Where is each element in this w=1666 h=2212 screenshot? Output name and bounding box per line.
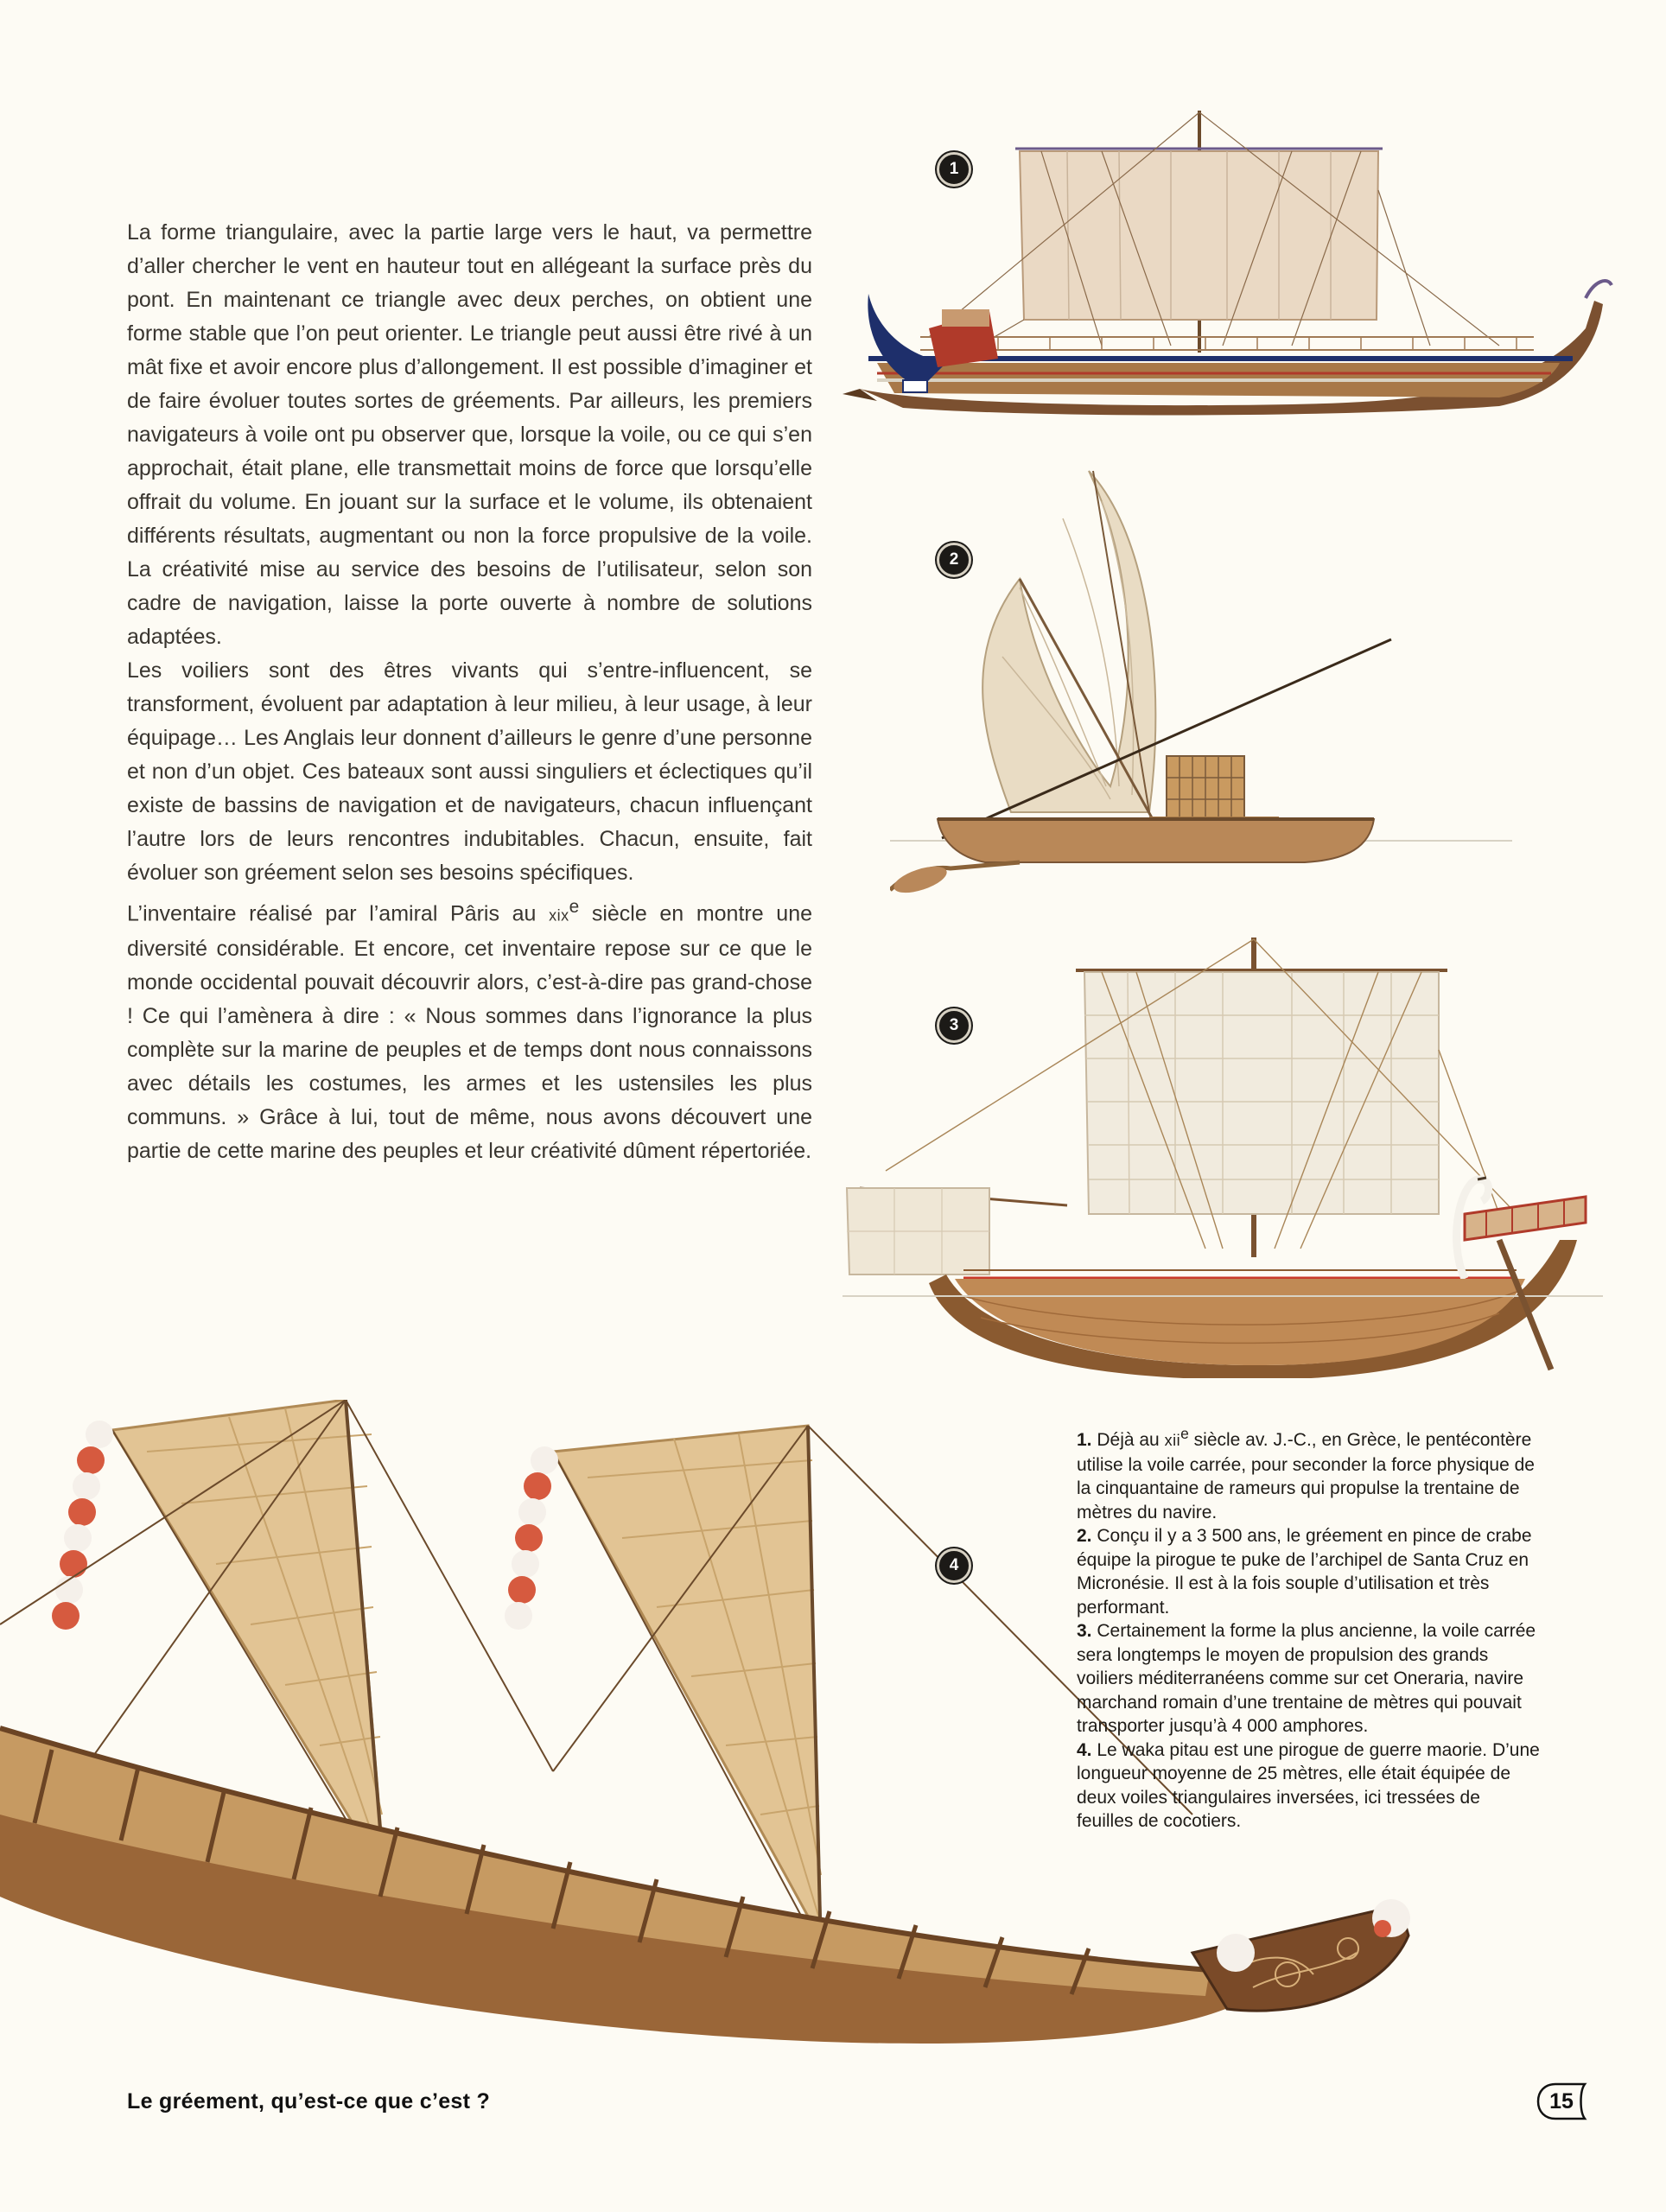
caption-4	[1077, 1738, 1540, 1834]
caption-1-superscript: e	[1180, 1425, 1189, 1442]
century-superscript: e	[569, 897, 580, 917]
caption-3-number: 3.	[1077, 1621, 1092, 1641]
paragraph-1: La forme triangulaire, avec la partie large vers le haut, va permettre d’aller chercher le vent en hauteur tout en allégeant la surface près du pont. En maintenant ce triangle avec deux perches, on obtient une forme stable que l’on peut orienter. Le triangle peut aussi être rivé à un mât fixe et avoir encore plus d’allongement. Il est possible d’imaginer et de faire évoluer toutes sortes de gréements. Par ailleurs, les premiers navigateurs à voile ont pu observer que, lorsque la voile, ou ce qui s’en approchait, était plane, elle transmettait moins de force que lorsqu’elle offrait du volume. En jouant sur la surface et le volume, ils obtenaient différents résultats, augmentant ou non la force propulsive de la voile. La créativité mise au service des besoins de l’utilisateur, selon son cadre de navigation, laisse la porte ouverte à nombre de solutions adaptées.	[127, 220, 812, 649]
caption-1-end: siècle av. J.-C., en Grèce, le pentécontère utilise la voile carrée, pour seconder la force physique de la cinquantaine de rameurs qui propulse la trentaine de mètres du navire.	[1077, 1430, 1535, 1522]
caption-2	[1077, 1524, 1540, 1619]
caption-2-number: 2.	[1077, 1526, 1092, 1546]
caption-4-text: Le waka pitau est une pirogue de guerre maorie. D’une longueur moyenne de 25 mètres, elle était équipée de deux voiles triangulaires inversées, ici tressées de feuilles de cocotiers.	[1077, 1739, 1540, 1831]
page-number	[1536, 2082, 1588, 2120]
marker-1: 1	[937, 152, 971, 187]
caption-1-start: Déjà au	[1091, 1430, 1165, 1450]
paragraph-2: Les voiliers sont des êtres vivants qui s’entre-influencent, se transforment, évoluent par adaptation à leur milieu, à leur usage, à leur équipage… Les Anglais leur donnent d’ailleurs le genre d’une personne et non d’un objet. Ces bateaux sont aussi singuliers et éclectiques qu’il existe de bassins de navigation et de navigateurs, chacun influençant l’autre lors de leurs rencontres indubitables. Chacun, ensuite, fait évoluer son gréement selon ses besoins spécifiques.	[127, 658, 812, 885]
marker-2: 2	[937, 543, 971, 577]
caption-1	[1077, 1422, 1540, 1524]
caption-2-text: Conçu il y a 3 500 ans, le gréement en pince de crabe équipe la pirogue te puke de l’archipel de Santa Cruz en Micronésie. Il est à la fois souple d’utilisation et très performant.	[1077, 1526, 1532, 1618]
page-number-value: 15	[1549, 2088, 1574, 2113]
caption-1-number: 1.	[1077, 1430, 1092, 1450]
marker-4: 4	[937, 1548, 971, 1583]
ship-illustration-2	[890, 467, 1512, 907]
caption	[1077, 1422, 1540, 1834]
caption-3-text: Certainement la forme la plus ancienne, la voile carrée sera longtemps le moyen de propulsion des grands voiliers méditerranéens comme sur cet Oneraria, navire marchand romain d’une trentaine de mètres qui pouvait transporter jusqu’à 4 000 amphores.	[1077, 1621, 1536, 1736]
marker-3: 3	[937, 1008, 971, 1043]
paragraph-3-start: L’inventaire réalisé par l’amiral Pâris au	[127, 901, 550, 926]
footer-title: Le gréement, qu’est-ce que c’est ?	[127, 2089, 491, 2113]
caption-3	[1077, 1619, 1540, 1738]
ship-illustration-3	[843, 929, 1603, 1378]
paragraph-3-end: siècle en montre une diversité considérable. Et encore, cet inventaire repose sur ce que le monde occidental pouvait découvrir alors, c’est-à-dire pas grand-chose ! Ce qui l’amènera à dire : « Nous sommes dans l’ignorance la plus complète sur la marine de peuples et de temps dont nous connaissons avec détails les costumes, les armes et les ustensiles les plus communs. » Grâce à lui, tout de même, nous avons découvert une partie de cette marine des peuples et leur créativité dûment répertoriée.	[127, 901, 812, 1164]
paragraph-3	[127, 890, 812, 1168]
body-text	[127, 216, 812, 1168]
century-numeral: xix	[549, 906, 569, 925]
caption-4-number: 4.	[1077, 1739, 1092, 1760]
caption-1-century: xii	[1164, 1432, 1181, 1449]
